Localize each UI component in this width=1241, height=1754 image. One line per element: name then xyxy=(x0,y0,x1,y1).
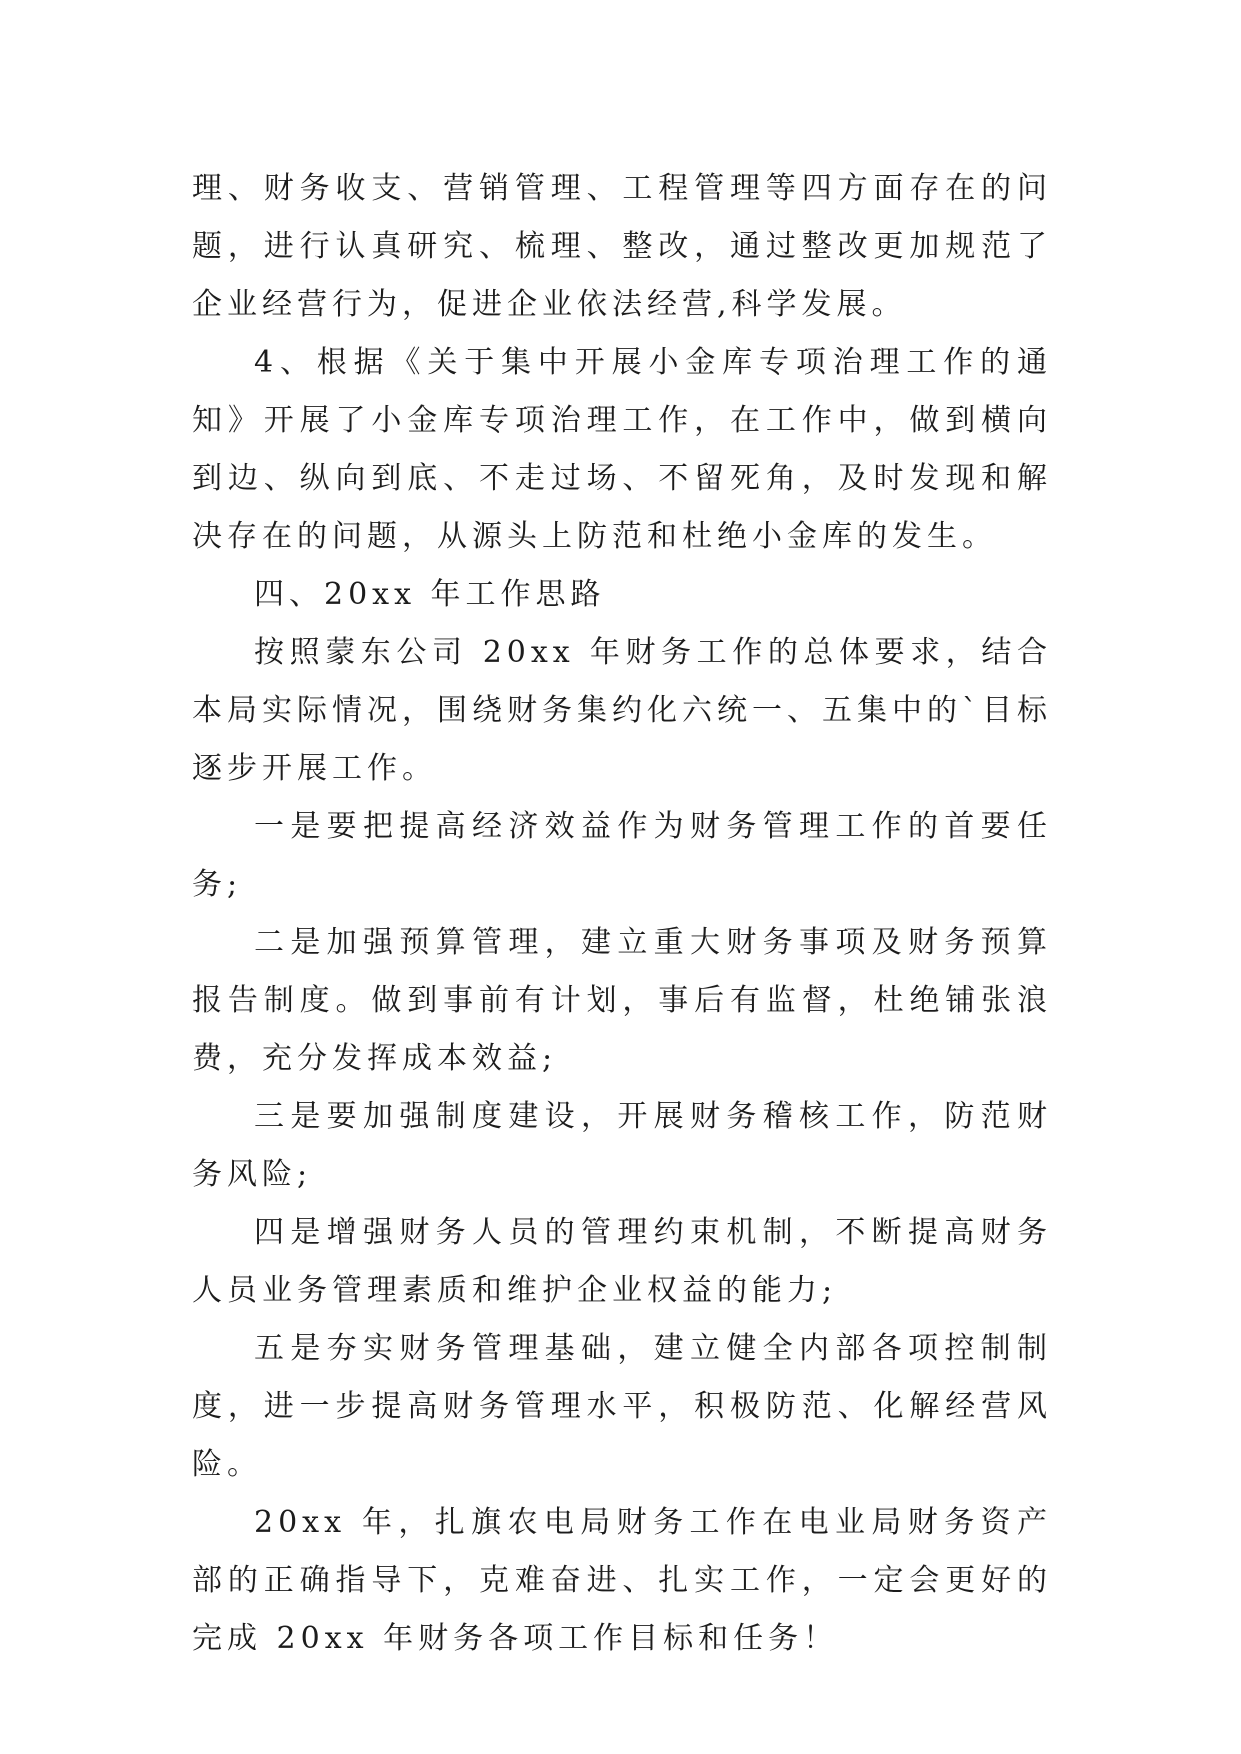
paragraph-4: 按照蒙东公司 20xx 年财务工作的总体要求，结合本局实际情况，围绕财务集约化六统一、五集中的`目标逐步开展工作。 xyxy=(192,635,1052,786)
paragraph-2: 4、根据《关于集中开展小金库专项治理工作的通知》开展了小金库专项治理工作，在工作中，做到横向到边、纵向到底、不走过场、不留死角，及时发现和解决存在的问题，从源头上防范和杜绝小金库的发生。 xyxy=(192,345,1052,554)
paragraph-6: 二是加强预算管理，建立重大财务事项及财务预算报告制度。做到事前有计划，事后有监督，杜绝铺张浪费，充分发挥成本效益; xyxy=(192,925,1052,1076)
paragraph-9: 五是夯实财务管理基础，建立健全内部各项控制制度，进一步提高财务管理水平，积极防范、化解经营风险。 xyxy=(192,1331,1052,1482)
document-body xyxy=(192,160,1052,1668)
paragraph-1: 理、财务收支、营销管理、工程管理等四方面存在的问题，进行认真研究、梳理、整改，通过整改更加规范了企业经营行为，促进企业依法经营,科学发展。 xyxy=(192,171,1052,322)
paragraph-10: 20xx 年，扎旗农电局财务工作在电业局财务资产部的正确指导下，克难奋进、扎实工作，一定会更好的完成 20xx 年财务各项工作目标和任务！ xyxy=(192,1505,1052,1656)
section-heading: 四、20xx 年工作思路 xyxy=(254,577,606,612)
paragraph-5: 一是要把提高经济效益作为财务管理工作的首要任务; xyxy=(192,809,1052,902)
paragraph-7: 三是要加强制度建设，开展财务稽核工作，防范财务风险; xyxy=(192,1099,1052,1192)
paragraph-8: 四是增强财务人员的管理约束机制，不断提高财务人员业务管理素质和维护企业权益的能力; xyxy=(192,1215,1052,1308)
